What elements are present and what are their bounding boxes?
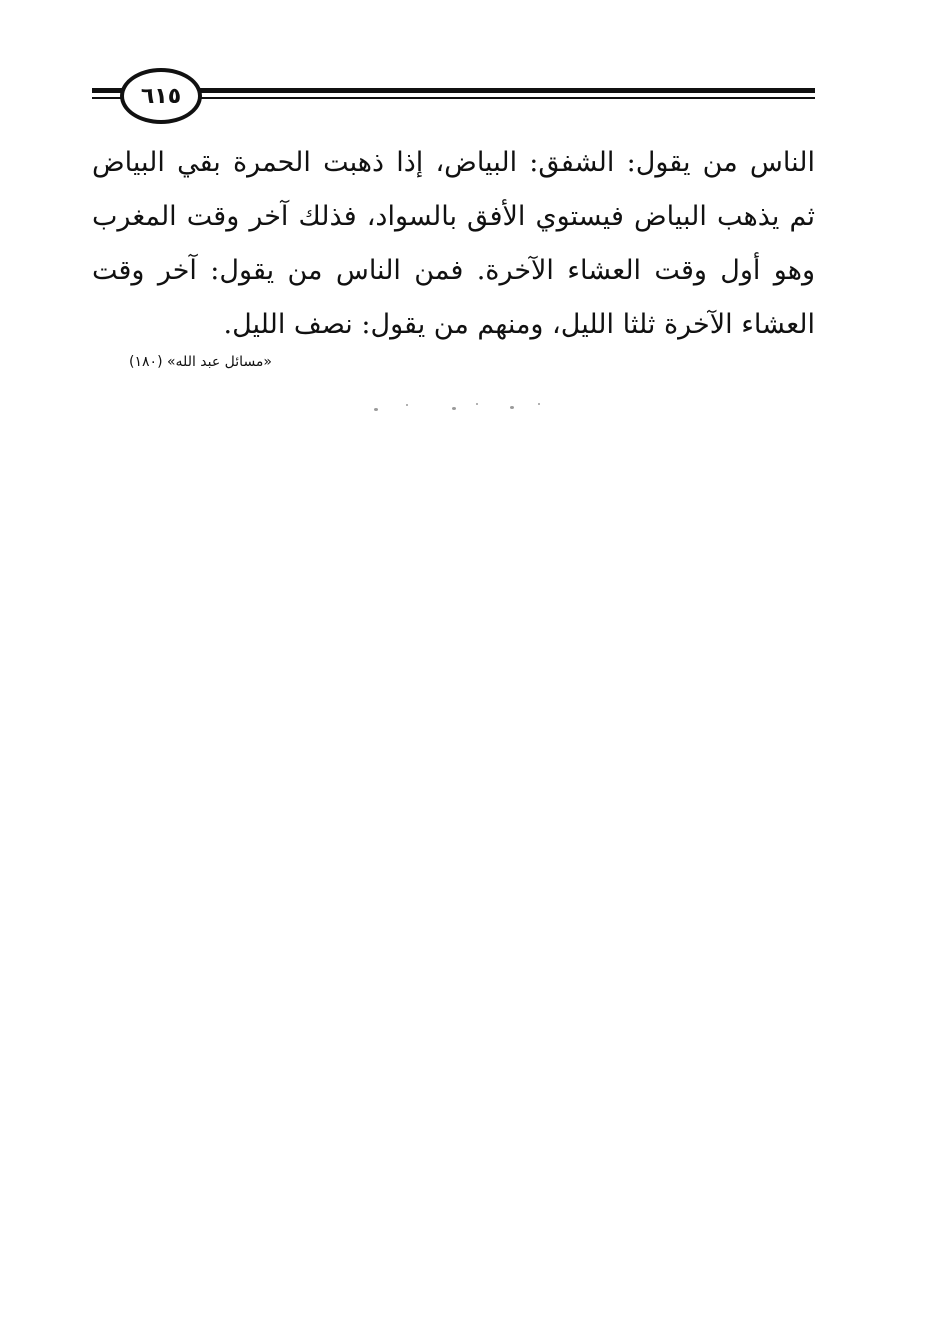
- scan-specks: [360, 400, 550, 420]
- source-reference: «مسائل عبد الله» (١٨٠): [129, 354, 272, 370]
- scan-speck: [406, 404, 408, 406]
- body-paragraph: الناس من يقول: الشفق: البياض، إذا ذهبت الحمرة بقي البياض ثم يذهب البياض فيستوي الأفق بالسواد، فذلك آخر وقت المغرب وهو أول وقت العشاء الآخرة. فمن الناس من يقول: آخر وقت العشاء الآخرة ثلثا الليل، ومنهم من يقول: نصف الليل.: [92, 147, 815, 340]
- scan-speck: [476, 403, 478, 405]
- scan-speck: [538, 403, 540, 405]
- scan-speck: [510, 406, 514, 409]
- page-number-badge: [120, 68, 202, 124]
- page-number: ٦١٥: [140, 83, 182, 109]
- scan-speck: [452, 407, 456, 410]
- scan-speck: [374, 408, 378, 411]
